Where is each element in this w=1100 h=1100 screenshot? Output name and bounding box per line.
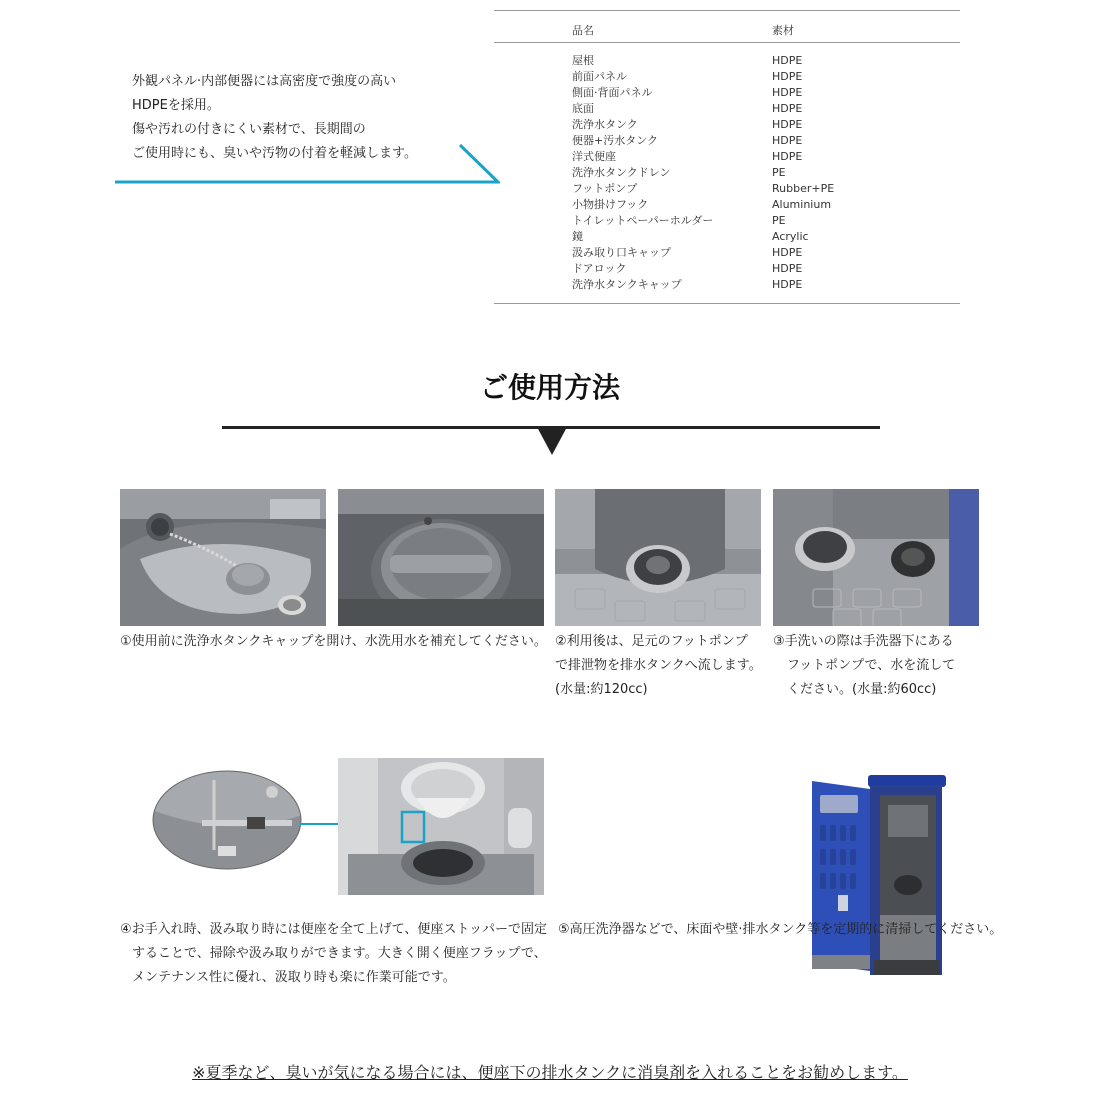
photo-round-cap — [338, 489, 544, 626]
header-material: 素材 — [772, 24, 794, 37]
part-name: 洋式便座 — [572, 150, 616, 163]
caption-line: ④お手入れ時、汲み取り時には便座を全て上げて、便座ストッパーで固定 — [120, 922, 548, 937]
caption-line: (水量:約120cc) — [555, 682, 648, 697]
part-name: 洗浄水タンクキャップ — [572, 278, 682, 291]
table-row — [494, 101, 960, 117]
intro-line: HDPEを採用。 — [132, 98, 220, 113]
part-name: ドアロック — [572, 262, 627, 275]
footer-note: ※夏季など、臭いが気になる場合には、便座下の排水タンクに消臭剤を入れることをお勧めします。 — [192, 1063, 908, 1082]
caption-line: ください。(水量:約60cc) — [787, 682, 937, 697]
photo-foot-pump — [555, 489, 761, 626]
part-name: 側面·背面パネル — [572, 86, 653, 99]
table-row — [494, 85, 960, 101]
caption-step-1 — [120, 630, 547, 654]
part-material: PE — [772, 214, 786, 227]
caption-line: ②利用後は、足元のフットポンプ — [555, 634, 748, 649]
materials-table-header — [494, 11, 960, 43]
part-name: 小物掛けフック — [572, 198, 649, 211]
down-arrow-icon — [537, 427, 567, 455]
part-name: 前面パネル — [572, 70, 627, 83]
table-row — [494, 181, 960, 197]
caption-line: ⑤高圧洗浄器などで、床面や壁·排水タンク等を定期的に清掃してください。 — [558, 922, 1003, 937]
part-name: 鏡 — [572, 230, 583, 243]
header-name: 品名 — [572, 24, 594, 37]
usage-title: ご使用方法 — [479, 371, 620, 404]
part-material: HDPE — [772, 54, 803, 67]
caption-step-2 — [555, 630, 762, 702]
part-material: HDPE — [772, 118, 803, 131]
materials-table — [494, 10, 960, 304]
table-row — [494, 197, 960, 213]
part-material: Aluminium — [772, 198, 832, 211]
part-material: HDPE — [772, 150, 803, 163]
caption-line: メンテナンス性に優れ、汲取り時も楽に作業可能です。 — [132, 970, 456, 985]
part-name: 底面 — [572, 102, 594, 115]
caption-line: ③手洗いの際は手洗器下にある — [773, 634, 954, 649]
intro-accent-rule — [115, 140, 500, 190]
part-name: 洗浄水タンクドレン — [572, 166, 671, 179]
part-name: 屋根 — [572, 54, 594, 67]
table-row — [494, 245, 960, 261]
caption-step-3 — [773, 630, 955, 702]
table-row — [494, 213, 960, 229]
photo-portable-toilet — [808, 775, 958, 980]
part-name: 便器+汚水タンク — [572, 134, 658, 147]
caption-line: で排泄物を排水タンクへ流します。 — [555, 658, 762, 673]
table-row — [494, 117, 960, 133]
part-name: 汲み取り口キャップ — [572, 246, 671, 259]
table-row — [494, 133, 960, 149]
caption-line: することで、掃除や汲み取りができます。大きく開く便座フラップで、 — [132, 946, 547, 961]
intro-line: 傷や汚れの付きにくい素材で、長期間の — [132, 122, 366, 137]
part-material: HDPE — [772, 262, 803, 275]
part-material: HDPE — [772, 134, 803, 147]
part-material: Rubber+PE — [772, 182, 835, 195]
intro-line: 外観パネル·内部便器には高密度で強度の高い — [132, 74, 397, 89]
table-row — [494, 277, 960, 293]
caption-line: ①使用前に洗浄水タンクキャップを開け、水洗用水を補充してください。 — [120, 634, 547, 649]
part-material: PE — [772, 166, 786, 179]
table-row — [494, 165, 960, 181]
part-material: HDPE — [772, 278, 803, 291]
caption-step-5 — [558, 918, 1002, 942]
table-row — [494, 229, 960, 245]
photo-seat-stopper-zoom — [152, 770, 302, 870]
part-name: 洗浄水タンク — [572, 118, 638, 131]
caption-step-4 — [120, 918, 547, 990]
table-row — [494, 53, 960, 69]
intro-line: ご使用時にも、臭いや汚物の付着を軽減します。 — [132, 146, 417, 161]
part-material: HDPE — [772, 246, 803, 259]
part-material: HDPE — [772, 70, 803, 83]
photo-raised-seat — [338, 758, 544, 895]
table-row — [494, 69, 960, 85]
caption-line: フットポンプで、水を流して — [787, 658, 956, 673]
photo-tank-cap-chain — [120, 489, 326, 626]
part-name: フットポンプ — [572, 182, 638, 195]
part-name: トイレットペーパーホルダー — [572, 214, 714, 227]
table-row — [494, 149, 960, 165]
table-row — [494, 261, 960, 277]
part-material: HDPE — [772, 102, 803, 115]
part-material: HDPE — [772, 86, 803, 99]
part-material: Acrylic — [772, 230, 809, 243]
photo-hand-wash-pump — [773, 489, 979, 626]
